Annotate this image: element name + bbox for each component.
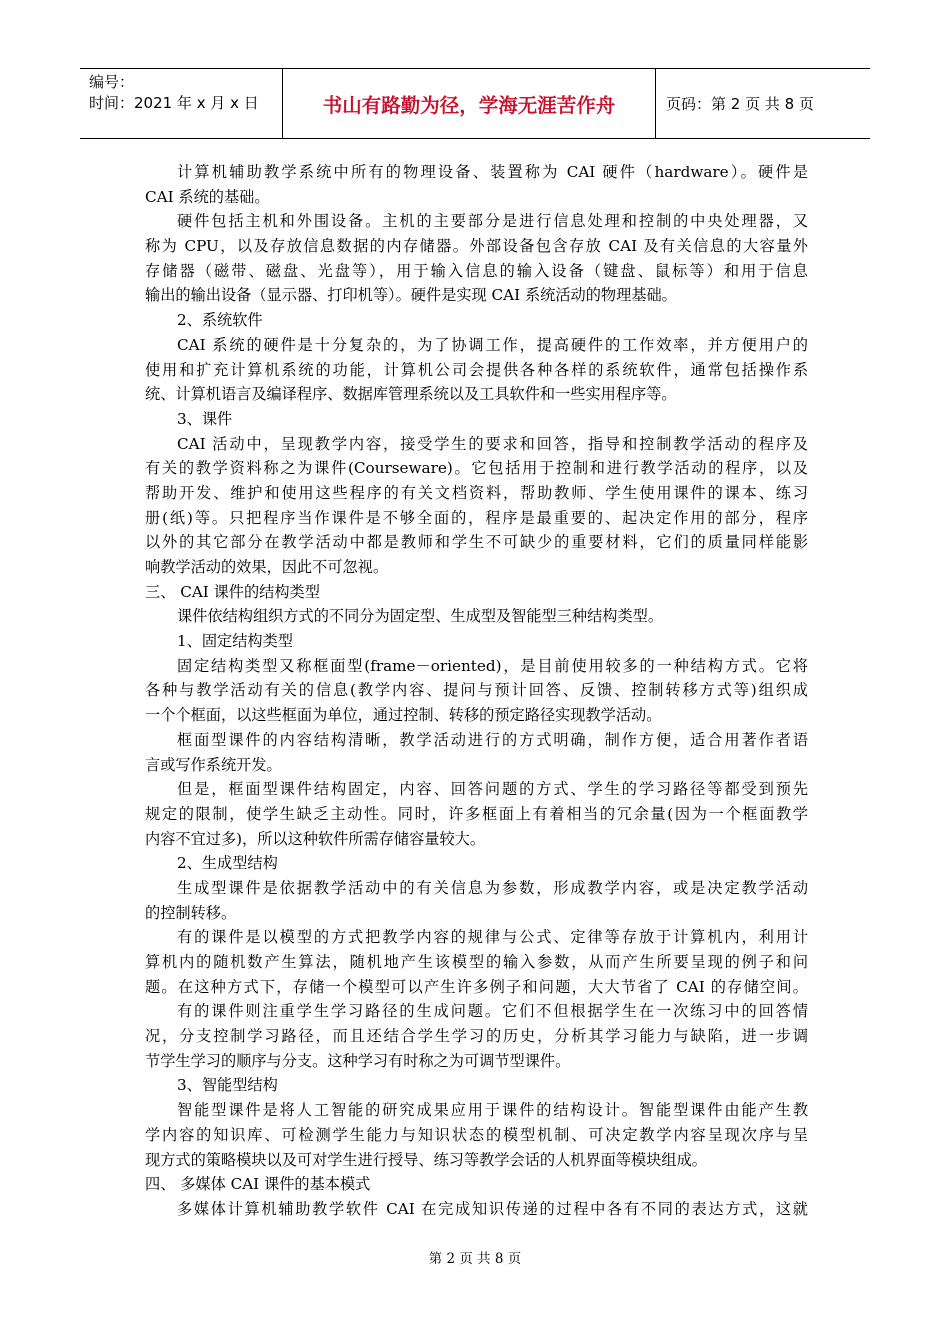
text-line: 响教学活动的效果，因此不可忽视。 xyxy=(145,558,388,576)
section-heading: 2、系统软件 xyxy=(177,311,263,330)
header-meta xyxy=(80,69,283,138)
text-line: 一个个框面，以这些框面为单位，通过控制、转移的预定路径实现教学活动。 xyxy=(145,706,662,725)
text-line: 言或写作系统开发。 xyxy=(145,755,282,774)
section-heading: 3、智能型结构 xyxy=(177,1076,278,1095)
text-line: 有关的教学资料称之为课件(Courseware)。它包括用于控制和进行教学活动的程序，以及 xyxy=(145,459,808,478)
text-line: 课件依结构组织方式的不同分为固定型、生成型及智能型三种结构类型。 xyxy=(177,607,663,626)
text-line: 节学生学习的顺序与分支。这种学习有时称之为可调节型课件。 xyxy=(145,1051,571,1070)
page-footer: 第 2 页 共 8 页 xyxy=(428,1251,522,1267)
text-line: 内容不宜过多)，所以这种软件所需存储容量较大。 xyxy=(145,829,486,848)
text-line: 以外的其它部分在教学活动中都是教师和学生不可缺少的重要材料，它们的质量同样能影 xyxy=(145,533,808,552)
text-line: 现方式的策略模块以及可对学生进行授导、练习等教学会话的人机界面等模块组成。 xyxy=(145,1150,707,1169)
text-line: CAI 系统的基础。 xyxy=(145,187,270,206)
text-line: 但是，框面型课件结构固定，内容、回答问题的方式、学生的学习路径等都受到预先 xyxy=(177,780,808,799)
text-line: 称为 CPU，以及存放信息数据的内存储器。外部设备包含存放 CAI 及有关信息的大容量外 xyxy=(145,237,808,256)
text-line: 况，分支控制学习路径，而且还结合学生学习的历史，分析其学习能力与缺陷，进一步调 xyxy=(145,1027,808,1046)
doc-number-label: 编号： xyxy=(89,73,135,91)
text-line: 有的课件是以模型的方式把教学内容的规律与公式、定律等存放于计算机内，利用计 xyxy=(177,928,808,947)
chapter-heading: 四、 多媒体 CAI 课件的基本模式 xyxy=(145,1175,371,1194)
text-line: 统、计算机语言及编译程序、数据库管理系统以及工具软件和一些实用程序等。 xyxy=(145,385,677,404)
text-line: 固定结构类型又称框面型(frame－oriented)，是目前使用较多的一种结构方式。它将 xyxy=(177,656,808,675)
section-heading: 2、生成型结构 xyxy=(177,854,278,873)
text-line: 学内容的知识库、可检测学生能力与知识状态的模型机制、可决定教学内容呈现次序与呈 xyxy=(145,1125,808,1144)
text-line: 硬件包括主机和外围设备。主机的主要部分是进行信息处理和控制的中央处理器，又 xyxy=(177,212,808,231)
text-line: 框面型课件的内容结构清晰，教学活动进行的方式明确，制作方便，适合用著作者语 xyxy=(177,730,808,749)
page-header xyxy=(80,68,870,139)
text-line: 题。在这种方式下，存储一个模型可以产生许多例子和问题，大大节省了 CAI 的存储空间。 xyxy=(145,977,808,996)
document-body xyxy=(145,160,808,1222)
text-line: 使用和扩充计算机系统的功能，计算机公司会提供各种各样的系统软件，通常包括操作系 xyxy=(145,360,808,379)
text-line: 有的课件则注重学生学习路径的生成问题。它们不但根据学生在一次练习中的回答情 xyxy=(177,1002,808,1021)
text-line: 输出的输出设备（显示器、打印机等）。硬件是实现 CAI 系统活动的物理基础。 xyxy=(145,286,677,305)
text-line: 多媒体计算机辅助教学软件 CAI 在完成知识传递的过程中各有不同的表达方式，这就 xyxy=(177,1199,808,1218)
text-line: CAI 系统的硬件是十分复杂的，为了协调工作，提高硬件的工作效率，并方便用户的 xyxy=(177,335,808,354)
text-line: 的控制转移。 xyxy=(145,903,237,922)
text-line: 算机内的随机数产生算法，随机地产生该模型的输入参数，从而产生所要呈现的例子和问 xyxy=(145,953,808,971)
text-line: 帮助开发、维护和使用这些程序的有关文档资料，帮助教师、学生使用课件的课本、练习 xyxy=(145,483,808,502)
doc-time-label: 时间：2021 年 x 月 x 日 xyxy=(89,94,259,112)
text-line: 生成型课件是依据教学活动中的有关信息为参数，形成教学内容，或是决定教学活动 xyxy=(177,878,808,897)
chapter-heading: 三、 CAI 课件的结构类型 xyxy=(145,582,320,601)
text-line: 各种与教学活动有关的信息(教学内容、提问与预计回答、反馈、控制转移方式等)组织成 xyxy=(145,681,808,700)
text-line: 智能型课件是将人工智能的研究成果应用于课件的结构设计。智能型课件由能产生教 xyxy=(177,1101,808,1120)
text-line: 存储器（磁带、磁盘、光盘等），用于输入信息的输入设备（键盘、鼠标等）和用于信息 xyxy=(145,261,808,280)
section-heading: 3、课件 xyxy=(177,409,233,428)
header-motto: 书山有路勤为径，学海无涯苦作舟 xyxy=(283,69,656,138)
text-line: 册(纸)等。只把程序当作课件是不够全面的，程序是最重要的、起决定作用的部分，程序 xyxy=(145,508,808,527)
text-line: CAI 活动中，呈现教学内容，接受学生的要求和回答，指导和控制教学活动的程序及 xyxy=(177,434,808,453)
section-heading: 1、固定结构类型 xyxy=(177,632,293,651)
text-line: 规定的限制，使学生缺乏主动性。同时，许多框面上有着相当的冗余量(因为一个框面教学 xyxy=(145,804,808,823)
text-line: 计算机辅助教学系统中所有的物理设备、装置称为 CAI 硬件（hardware）。硬件是 xyxy=(177,163,808,181)
header-page-label: 页码：第 2 页 共 8 页 xyxy=(666,95,814,113)
